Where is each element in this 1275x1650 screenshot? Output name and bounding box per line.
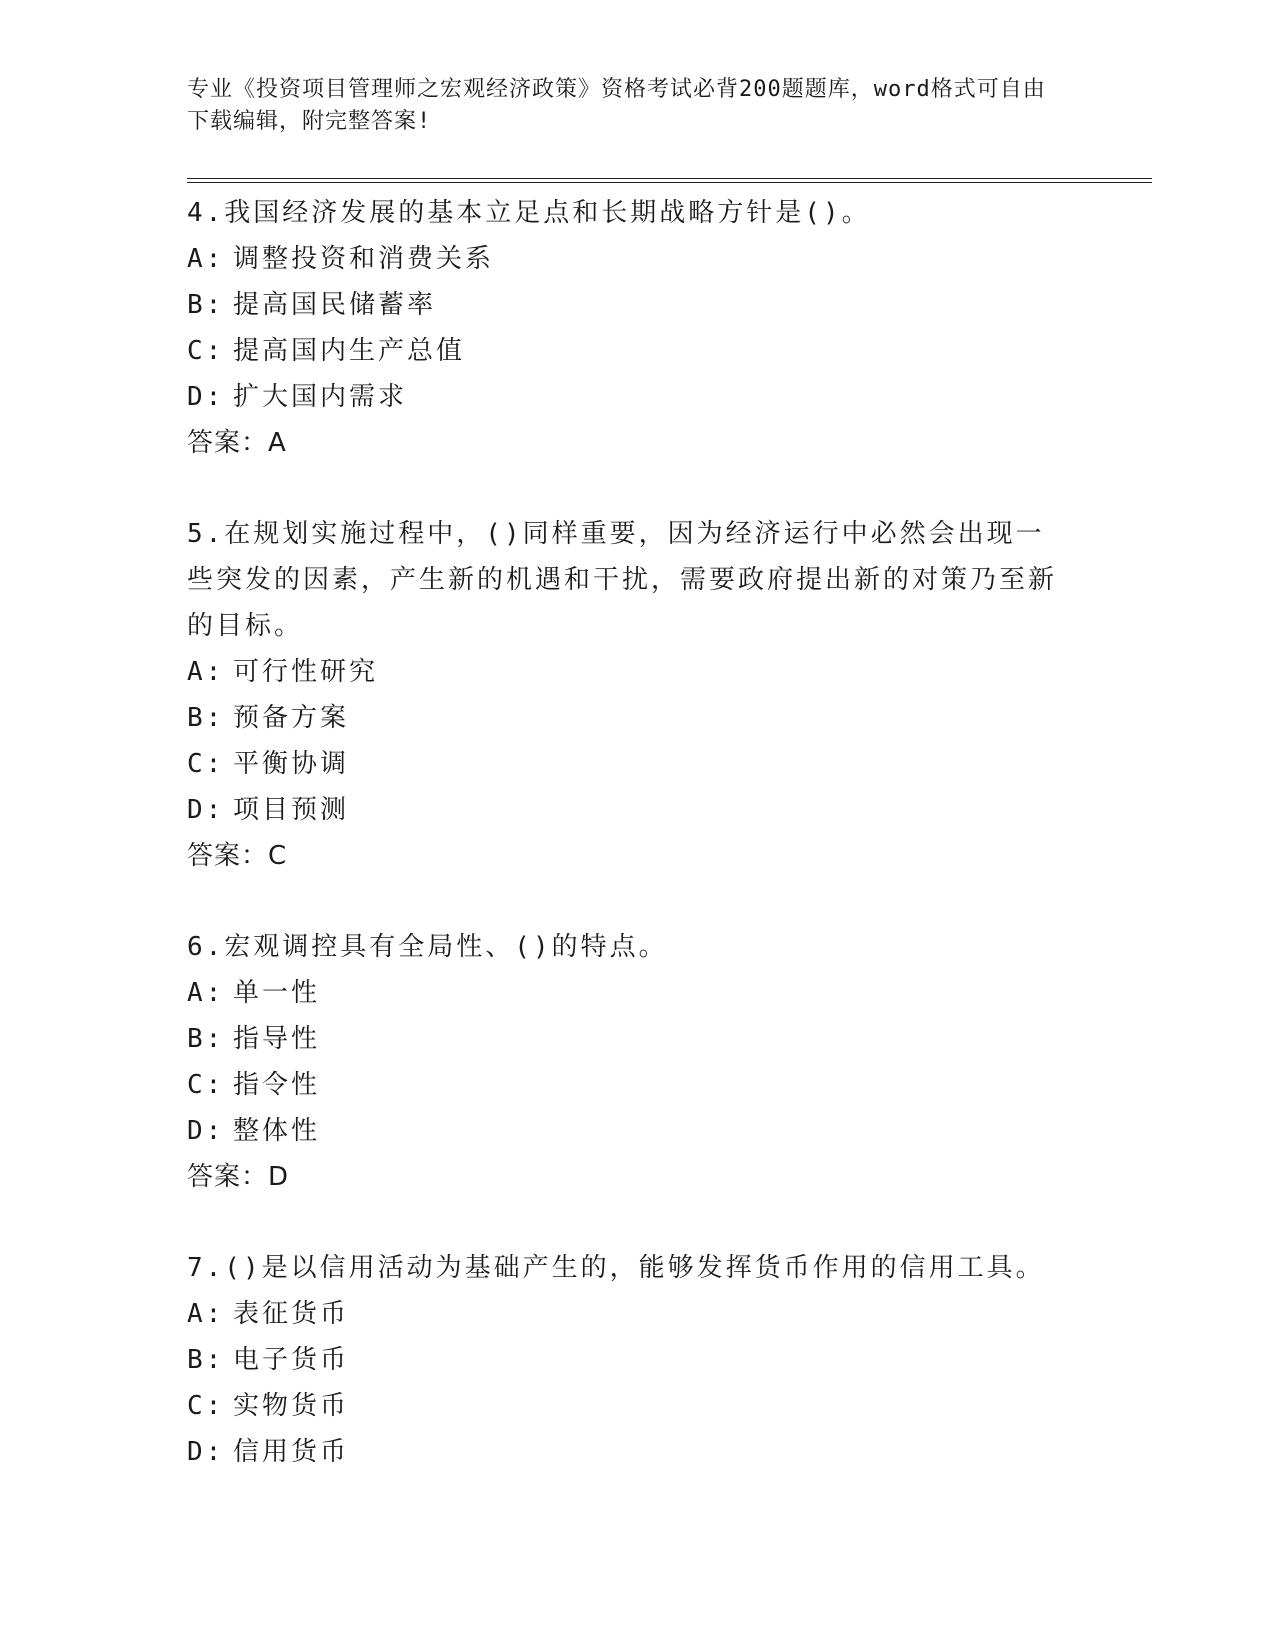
option-a: [187, 970, 1067, 1016]
question-list: [187, 190, 1067, 1520]
question-text: 4.我国经济发展的基本立足点和长期战略方针是()。: [187, 198, 871, 228]
option-c: [187, 328, 1067, 374]
option-letter: A:: [187, 1299, 225, 1329]
question-text: 7.()是以信用活动为基础产生的，能够发挥货币作用的信用工具。: [187, 1253, 1045, 1283]
option-letter: B:: [187, 703, 225, 733]
option-text: 整体性: [233, 1116, 321, 1146]
option-text: 信用货币: [233, 1437, 350, 1467]
option-text: 调整投资和消费关系: [233, 244, 495, 274]
option-text: 指导性: [233, 1024, 321, 1054]
option-b: [187, 1016, 1067, 1062]
option-b: [187, 282, 1067, 328]
document-header: 专业《投资项目管理师之宏观经济政策》资格考试必背200题题库，word格式可自由下载编辑，附完整答案!: [187, 77, 1046, 134]
option-c: [187, 1062, 1067, 1108]
option-letter: B:: [187, 1024, 225, 1054]
answer-line: 答案：D: [187, 1162, 290, 1192]
option-text: 指令性: [233, 1070, 321, 1100]
option-text: 表征货币: [233, 1299, 350, 1329]
option-text: 可行性研究: [233, 657, 379, 687]
option-letter: C:: [187, 1391, 225, 1421]
option-letter: D:: [187, 1437, 225, 1467]
option-letter: C:: [187, 1070, 225, 1100]
option-letter: C:: [187, 336, 225, 366]
option-letter: D:: [187, 1116, 225, 1146]
option-c: [187, 1383, 1067, 1429]
option-letter: B:: [187, 290, 225, 320]
question-text: 5.在规划实施过程中，()同样重要，因为经济运行中必然会出现一些突发的因素，产生新的机遇和干扰，需要政府提出新的对策乃至新的目标。: [187, 519, 1058, 641]
option-b: [187, 1337, 1067, 1383]
option-text: 提高国民储蓄率: [233, 290, 437, 320]
option-letter: A:: [187, 657, 225, 687]
option-letter: A:: [187, 978, 225, 1008]
option-letter: B:: [187, 1345, 225, 1375]
option-d: [187, 787, 1067, 833]
option-letter: D:: [187, 795, 225, 825]
option-a: [187, 236, 1067, 282]
option-b: [187, 695, 1067, 741]
option-d: [187, 1108, 1067, 1154]
answer-line: 答案：C: [187, 841, 288, 871]
option-letter: C:: [187, 749, 225, 779]
option-c: [187, 741, 1067, 787]
option-text: 实物货币: [233, 1391, 350, 1421]
option-d: [187, 1429, 1067, 1475]
option-d: [187, 374, 1067, 420]
option-text: 电子货币: [233, 1345, 350, 1375]
option-text: 平衡协调: [233, 749, 350, 779]
question-text: 6.宏观调控具有全局性、()的特点。: [187, 932, 668, 962]
option-text: 项目预测: [233, 795, 350, 825]
question-item: [187, 511, 1067, 879]
question-item: [187, 190, 1067, 466]
answer-line: 答案：A: [187, 428, 287, 458]
option-text: 扩大国内需求: [233, 382, 408, 412]
option-a: [187, 649, 1067, 695]
header-rule-top: [187, 178, 1152, 179]
option-letter: A:: [187, 244, 225, 274]
option-a: [187, 1291, 1067, 1337]
option-letter: D:: [187, 382, 225, 412]
question-item: [187, 924, 1067, 1200]
option-text: 单一性: [233, 978, 321, 1008]
option-text: 预备方案: [233, 703, 350, 733]
option-text: 提高国内生产总值: [233, 336, 466, 366]
header-rule-bottom: [187, 182, 1152, 183]
question-item: [187, 1245, 1067, 1475]
